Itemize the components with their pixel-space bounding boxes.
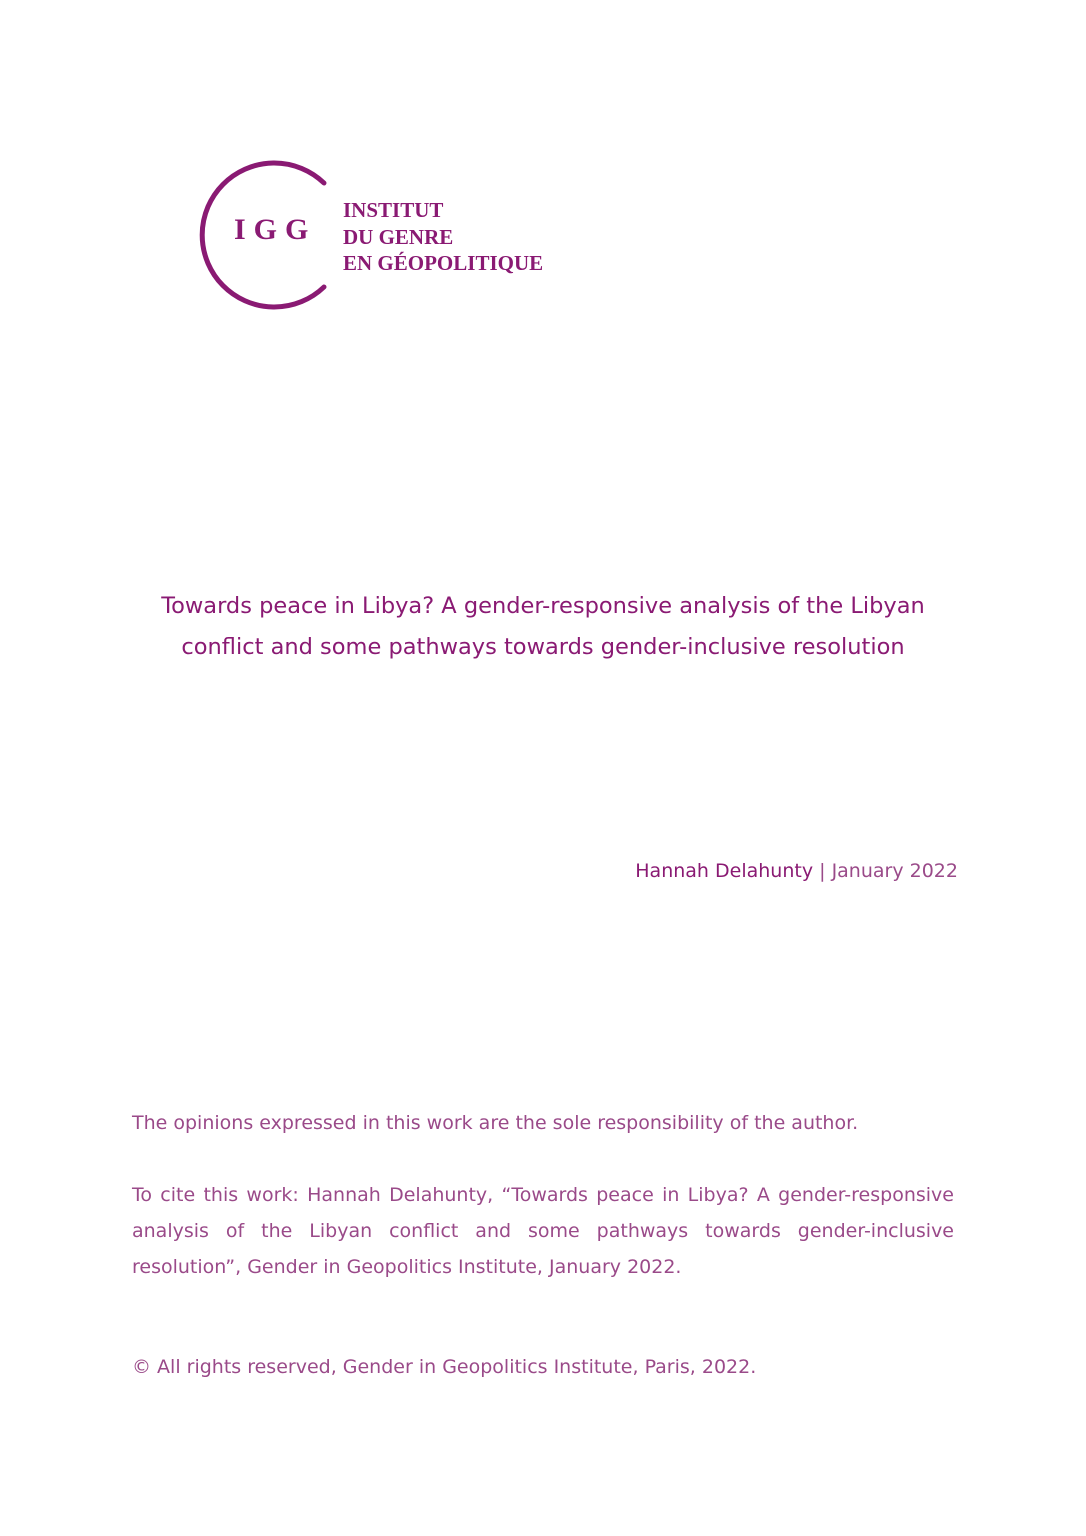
- logo-line-du-genre: DU GENRE: [343, 224, 454, 249]
- byline-separator: |: [813, 860, 832, 882]
- publication-date: January 2022: [831, 860, 958, 882]
- logo-mark: IGG: [234, 213, 317, 246]
- citation-text: [132, 1177, 954, 1285]
- title-line-2: conflict and some pathways towards gender-inclusive resolution: [181, 634, 905, 660]
- author-name: Hannah Delahunty: [635, 860, 814, 882]
- citation-line-2: analysis of the Libyan conflict and some pathways towards gender-inclusive: [132, 1220, 954, 1242]
- document-title: [130, 586, 956, 668]
- disclaimer-text: The opinions expressed in this work are the sole responsibility of the author.: [132, 1112, 859, 1134]
- citation-line-3: resolution”, Gender in Geopolitics Institute, January 2022.: [132, 1256, 682, 1278]
- byline: [635, 858, 958, 884]
- logo-line-institut: INSTITUT: [343, 198, 444, 222]
- copyright-text: © All rights reserved, Gender in Geopolitics Institute, Paris, 2022.: [132, 1356, 757, 1378]
- logo-wordmark: [343, 197, 543, 277]
- logo-line-en-geopolitique: EN GÉOPOLITIQUE: [343, 251, 544, 275]
- citation-line-1: To cite this work: Hannah Delahunty, “Towards peace in Libya? A gender-responsive: [132, 1184, 954, 1206]
- igg-logo: [190, 155, 570, 315]
- title-line-1: Towards peace in Libya? A gender-responsive analysis of the Libyan: [161, 593, 925, 619]
